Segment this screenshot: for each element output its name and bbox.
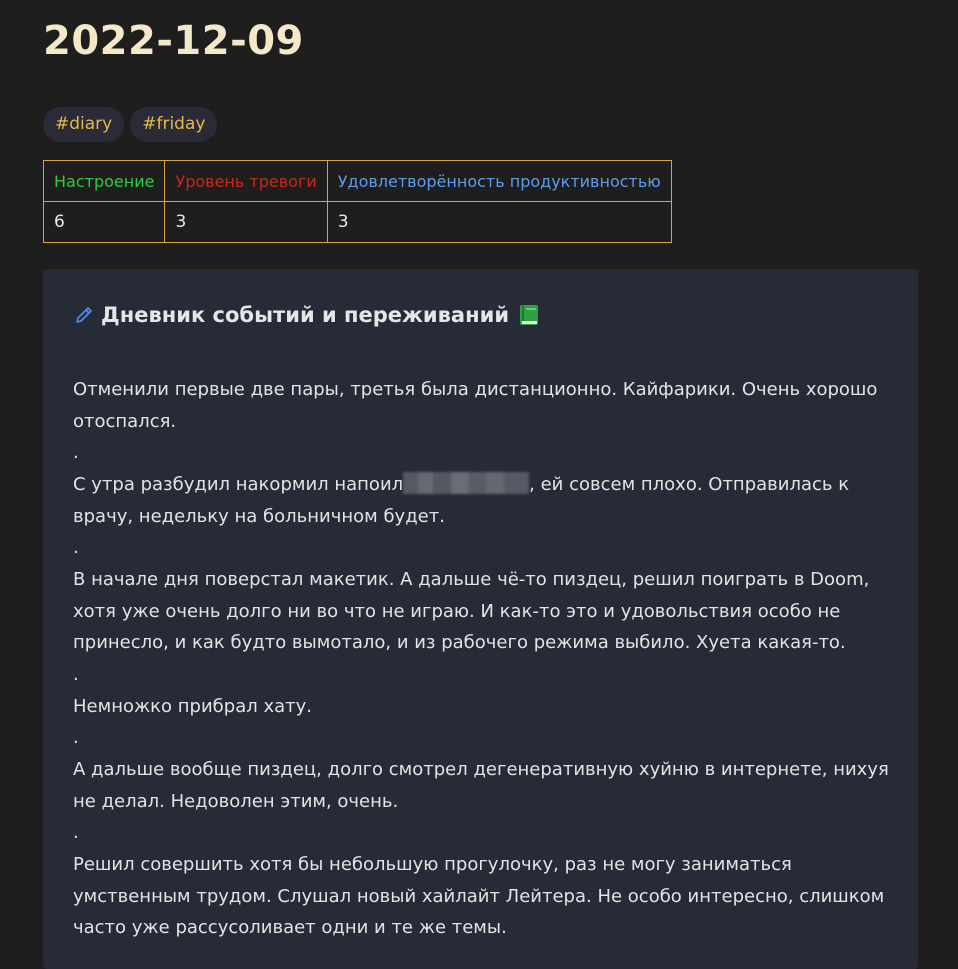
paragraph: Немножко прибрал хату. [73,695,313,717]
properties-table [43,160,672,243]
paragraph: Отменили первые две пары, третья была дистанционно. Кайфарики. Очень хорошо отоспался. [73,379,878,432]
callout-title-text: Дневник событий и переживаний [101,303,510,327]
header-mood: Настроение [44,161,165,202]
redacted-text [403,472,529,494]
tag-friday[interactable]: #friday [130,107,217,142]
separator-dot: . [73,822,79,843]
separator-dot: . [73,537,79,558]
value-anxiety: 3 [165,202,327,243]
header-productivity: Удовлетворённость продуктивностью [327,161,671,202]
separator-dot: . [73,727,79,748]
tag-diary[interactable]: #diary [43,107,124,142]
value-productivity: 3 [327,202,671,243]
callout-body [73,374,908,944]
pencil-icon [73,304,95,326]
green-book-icon [519,304,539,326]
paragraph [73,469,908,532]
value-mood: 6 [44,202,165,243]
header-anxiety: Уровень тревоги [165,161,327,202]
table-row [44,202,672,243]
paragraph-text: С утра разбудил накормил напоил [73,474,404,495]
table-header-row [44,161,672,202]
paragraph: Решил совершить хотя бы небольшую прогулочку, раз не могу заниматься умственным трудом. Слушал новый хайлайт Лейтера. Не особо интересно, слишком часто уже рассусоливает одни и те же темы. [73,854,885,938]
separator-dot: . [73,442,79,463]
separator-dot: . [73,663,79,685]
paragraph: А дальше вообще пиздец, долго смотрел дегенеративную хуйню в интернете, нихуя не делал. Недоволен этим, очень. [73,759,889,812]
tag-list [43,107,217,142]
paragraph-text: , ей совсем плохо. Отправилась к врачу, недельку на больничном будет. [73,474,850,527]
callout-title[interactable] [73,303,539,327]
page-title: 2022-12-09 [43,18,304,64]
paragraph: В начале дня поверстал макетик. А дальше чё-то пиздец, решил поиграть в Doom, хотя уже очень долго ни во что не играю. И как-то это и удовольствия особо не принесло, и как будто вымотало, и из рабочего режима выбило. Хуета какая-то. [73,569,870,653]
